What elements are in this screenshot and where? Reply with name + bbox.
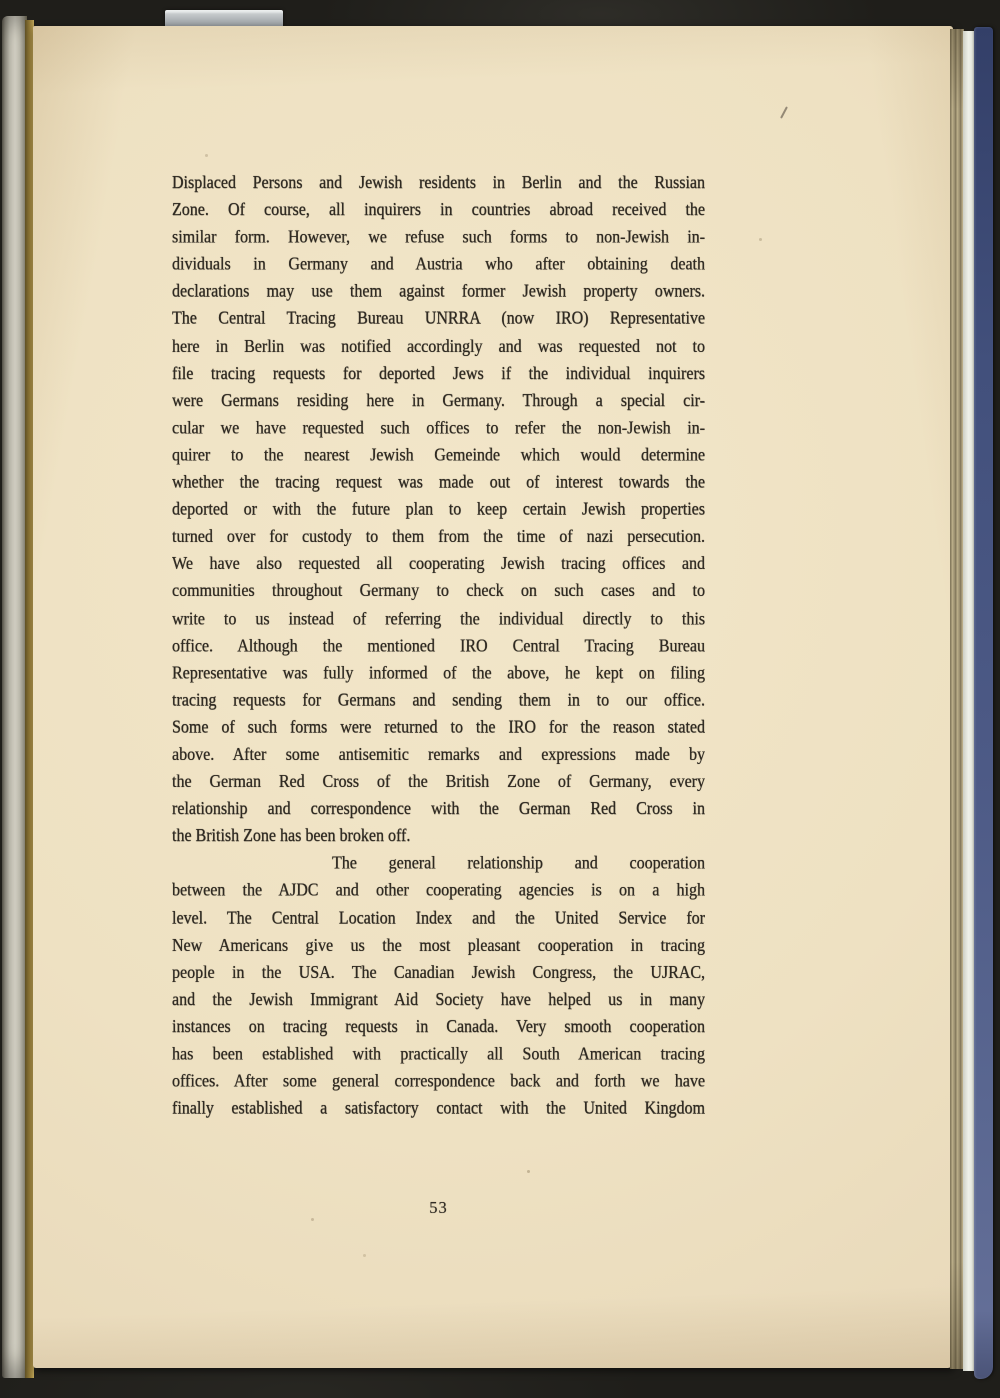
text-line: turned over for custody to them from the time of nazi persecution. — [172, 527, 705, 547]
text-line: deported or with the future plan to keep certain Jewish properties — [172, 500, 705, 520]
text-line: relationship and correspondence with the German Red Cross in — [172, 799, 705, 819]
text-line: office. Although the mentioned IRO Central Tracing Bureau — [172, 636, 705, 656]
text-line: finally established a satisfactory contact with the United Kingdom — [172, 1099, 705, 1119]
speck — [759, 238, 762, 241]
text-line: level. The Central Location Index and the United Service for — [172, 908, 705, 928]
speck — [527, 1170, 530, 1173]
text-line: dividuals in Germany and Austria who after obtaining death — [172, 255, 705, 275]
text-line: Some of such forms were returned to the IRO for the reason stated — [172, 717, 705, 738]
text-line: The Central Tracing Bureau UNRRA (now IRO) Representative — [172, 309, 705, 329]
text-line: Representative was fully informed of the above, he kept on filing — [172, 663, 705, 683]
text-line: between the AJDC and other cooperating agencies is on a high — [172, 881, 705, 901]
page-number: 53 — [429, 1198, 448, 1217]
text-line: similar form. However, we refuse such forms to non-Jewish in- — [172, 227, 705, 248]
text-line: the German Red Cross of the British Zone of Germany, every — [172, 772, 705, 792]
text-line: Zone. Of course, all inquirers in countries abroad received the — [172, 200, 705, 220]
speck — [363, 1254, 366, 1257]
text-line: offices. After some general correspondence back and forth we have — [172, 1071, 705, 1092]
text-line: above. After some antisemitic remarks and expressions made by — [172, 745, 705, 765]
blue-cover-edge — [974, 27, 993, 1379]
text-line: quirer to the nearest Jewish Gemeinde which would determine — [172, 445, 705, 465]
text-line: communities throughout Germany to check on such cases and to — [172, 581, 705, 601]
text-line: cular we have requested such offices to refer the non-Jewish in- — [172, 418, 705, 438]
text-line: instances on tracing requests in Canada. Very smooth cooperation — [172, 1017, 705, 1037]
speck — [411, 346, 414, 349]
text-line: We have also requested all cooperating Jewish tracing offices and — [172, 554, 705, 574]
speck — [205, 154, 208, 157]
text-line: has been established with practically all South American tracing — [172, 1044, 705, 1064]
text-line: Displaced Persons and Jewish residents in Berlin and the Russian — [172, 173, 705, 193]
text-line: here in Berlin was notified accordingly and was requested not to — [172, 336, 705, 356]
left-page-stack-edge — [2, 16, 27, 1378]
text-line: file tracing requests for deported Jews if the individual inquirers — [172, 363, 705, 384]
text-line: the British Zone has been broken off. — [172, 826, 411, 847]
book-page — [33, 26, 953, 1368]
right-page-stack-edge — [950, 29, 964, 1369]
text-line: people in the USA. The Canadian Jewish Congress, the UJRAC, — [172, 962, 705, 983]
text-line: New Americans give us the most pleasant cooperation in tracing — [172, 935, 705, 955]
text-line: write to us instead of referring the individual directly to this — [172, 609, 705, 629]
text-line: tracing requests for Germans and sending them in to our office. — [172, 690, 705, 710]
text-line: were Germans residing here in Germany. Through a special cir- — [172, 391, 705, 411]
speck — [311, 1218, 314, 1221]
text-line: and the Jewish Immigrant Aid Society have helped us in many — [172, 990, 705, 1010]
scan-mark — [780, 106, 788, 118]
text-line: The general relationship and cooperation — [332, 854, 705, 874]
body-text — [172, 170, 705, 1123]
text-line: declarations may use them against former Jewish property owners. — [172, 282, 705, 302]
text-line: whether the tracing request was made out of interest towards the — [172, 472, 705, 493]
